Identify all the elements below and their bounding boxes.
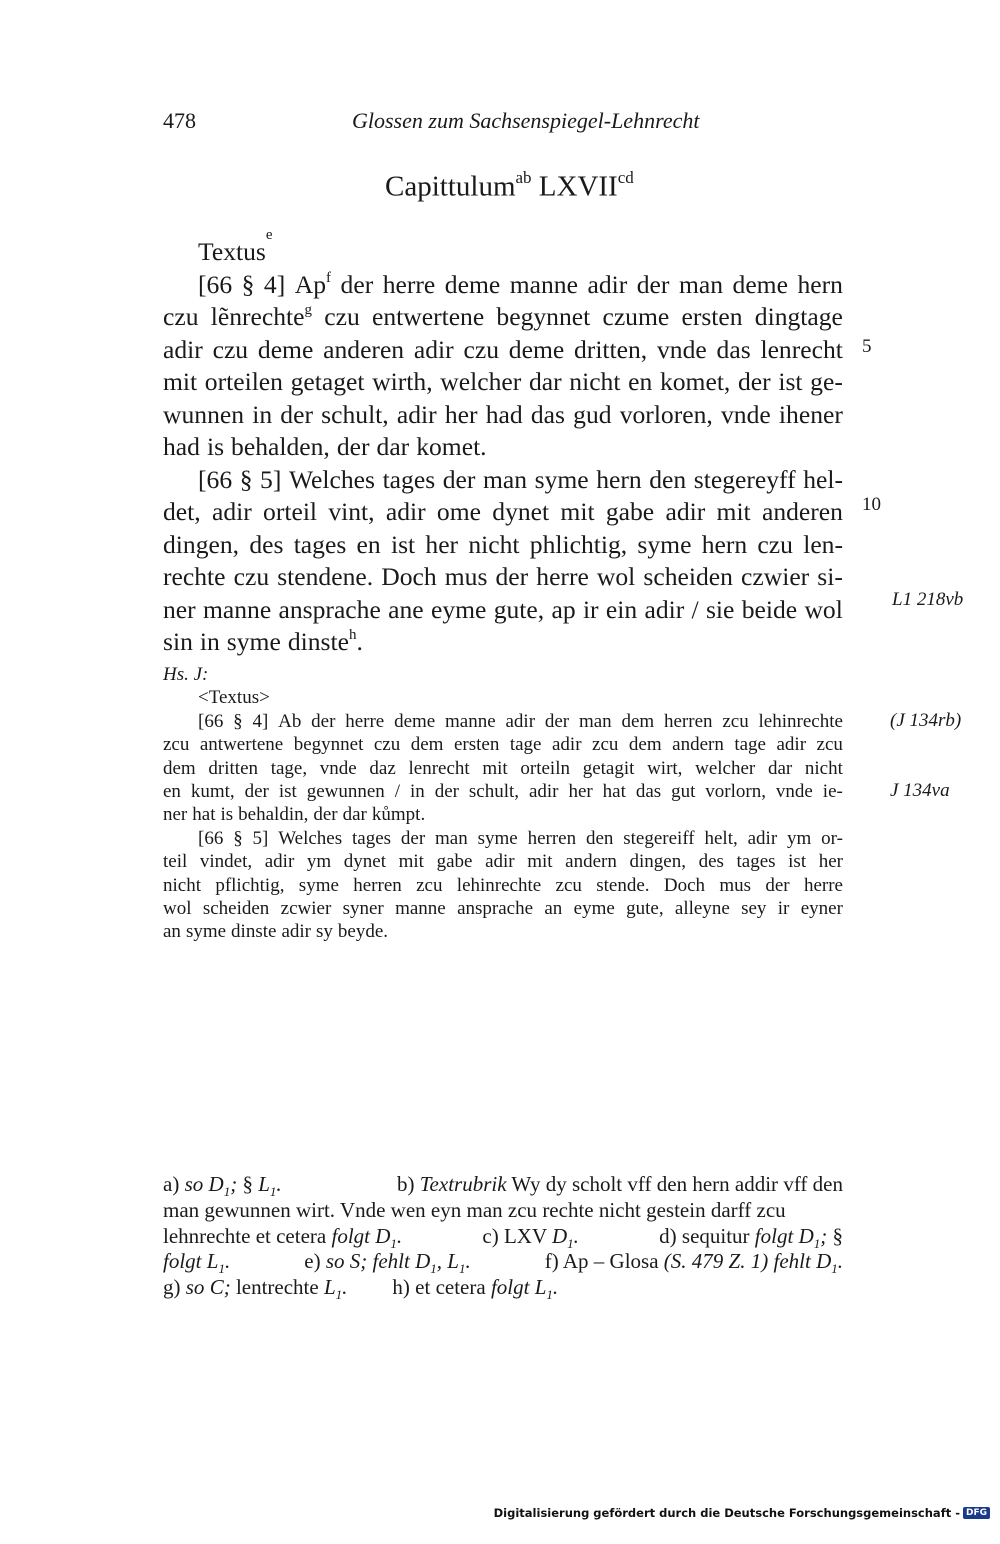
main-line: wunnen in der schult, adir her had das gud vorloren, vnde ihener [163,399,843,429]
footnote-line: g) so C; lentrechte $L_1$. h) et cetera folgt $L_1$. [163,1275,559,1303]
main-line: det, adir orteil vint, adir ome dynet mit gabe adir mit anderen [163,497,843,526]
main-line: sin in syme dinste$^h$. [163,627,363,656]
variant-line: [66 § 5] Welches tages der man syme herren den stegereiff helt, adir ym or- [198,827,843,849]
main-line: dingen, des tages en ist her nicht phlichtig, syme hern czu len- [163,529,843,559]
main-line: ner manne ansprache ane eyme gute, ap ir ein adir / sie beide wol [163,594,843,624]
page-number: 478 [163,108,196,133]
variant-margin-note-1: (J 134rb) [890,710,962,731]
footnote-line: man gewunnen wirt. Vnde wen eyn man zcu rechte nicht gestein darff zcu [163,1197,786,1222]
variant-line: teil vindet, adir ym dynet mit gabe adir mit andern dingen, des tages ist her [163,851,843,873]
chapter-word: Capittulum [385,170,516,203]
variant-lines [163,710,843,944]
main-line: [66 § 5] Welches tages der man syme hern den stegereyff hel- [198,464,843,494]
main-line: had is behalden, der dar komet. [163,432,487,461]
variant-block [163,663,843,944]
variant-label [163,663,843,686]
variant-line: [66 § 4] Ab der herre deme manne adir der man dem herren zcu lehinrechte [198,710,843,732]
footnote-line: folgt $L_1$. e) so S; fehlt $D_1$, $L_1$. f) Ap – Glosa (S. 479 Z. 1) fehlt $D_1$. [163,1249,843,1277]
variant-line: an syme dinste adir sy beyde. [163,921,389,943]
line-number-10: 10 [862,494,881,515]
margin-folio-note: L1 218vb [892,589,964,610]
variant-line: en kumt, der ist gewunnen / in der schult, adir her hat das gut vorlorn, vnde ie- [163,780,843,802]
footnote-line: lehnrechte et cetera folgt $D_1$. c) LXV $D_1$. d) sequitur folgt $D_1$; § [163,1223,843,1251]
variant-margin-note-2: J 134va [890,780,950,801]
variant-line: wol scheiden zcwier syner manne ansprache an eyme gute, alleyne sey ir eyner [163,897,843,919]
variant-line: dem dritten tage, vnde daz lenrecht mit orteiln getagit wirt, welcher dar nicht [163,757,843,779]
main-line: rechte czu stendene. Doch mus der herre wol scheiden czwier si- [163,562,843,591]
variant-line: zcu antwertene begynnet czu dem ersten tage adir zcu dem andern tage adir zcu [163,734,843,756]
footnote-lines [163,1172,843,1301]
chapter-numeral: LXVII [538,170,618,203]
main-text-block [163,227,843,659]
variant-label-text: Hs. J: [163,664,209,685]
variant-line: nicht pflichtig, syme herren zcu lehinrechte zcu stende. Doch mus der herre [163,874,843,896]
line-number-5: 5 [862,336,872,357]
funding-footer [494,1506,990,1520]
main-lines [163,269,843,659]
chapter-word-sup: ab [515,168,532,187]
chapter-numeral-sup: cd [617,168,634,187]
dfg-logo: DFG [963,1507,990,1519]
textus-heading: Textus [198,237,266,266]
main-line: adir czu deme anderen adir czu deme dritten, vnde das lenrecht [163,334,843,364]
footnote-line: a) so $D_1$; § $L_1$. b) Textrubrik Wy dy scholt vff den hern addir vff den [163,1172,843,1200]
main-line: mit orteilen getaget wirth, welcher dar nicht en komet, der ist ge- [163,367,843,396]
variant-heading-text: <Textus> [198,687,270,709]
main-line: [66 § 4] Ap$^f$ der herre deme manne adir der man deme hern [198,269,843,299]
running-title: Glossen zum Sachsenspiegel-Lehnrecht [352,108,700,133]
variant-line: ner hat is behaldin, der dar kůmpt. [163,804,426,826]
main-heading [198,227,843,269]
main-line: czu lẽnrechte$^g$ czu entwertene begynnet czume ersten dingtage [163,302,843,331]
variant-heading [198,686,843,709]
chapter-heading [385,170,634,204]
textus-heading-sup: e [265,227,273,243]
funding-text: Digitalisierung gefördert durch die Deutsche Forschungsgemeinschaft - [493,1506,960,1520]
footnotes-block [163,1172,843,1301]
